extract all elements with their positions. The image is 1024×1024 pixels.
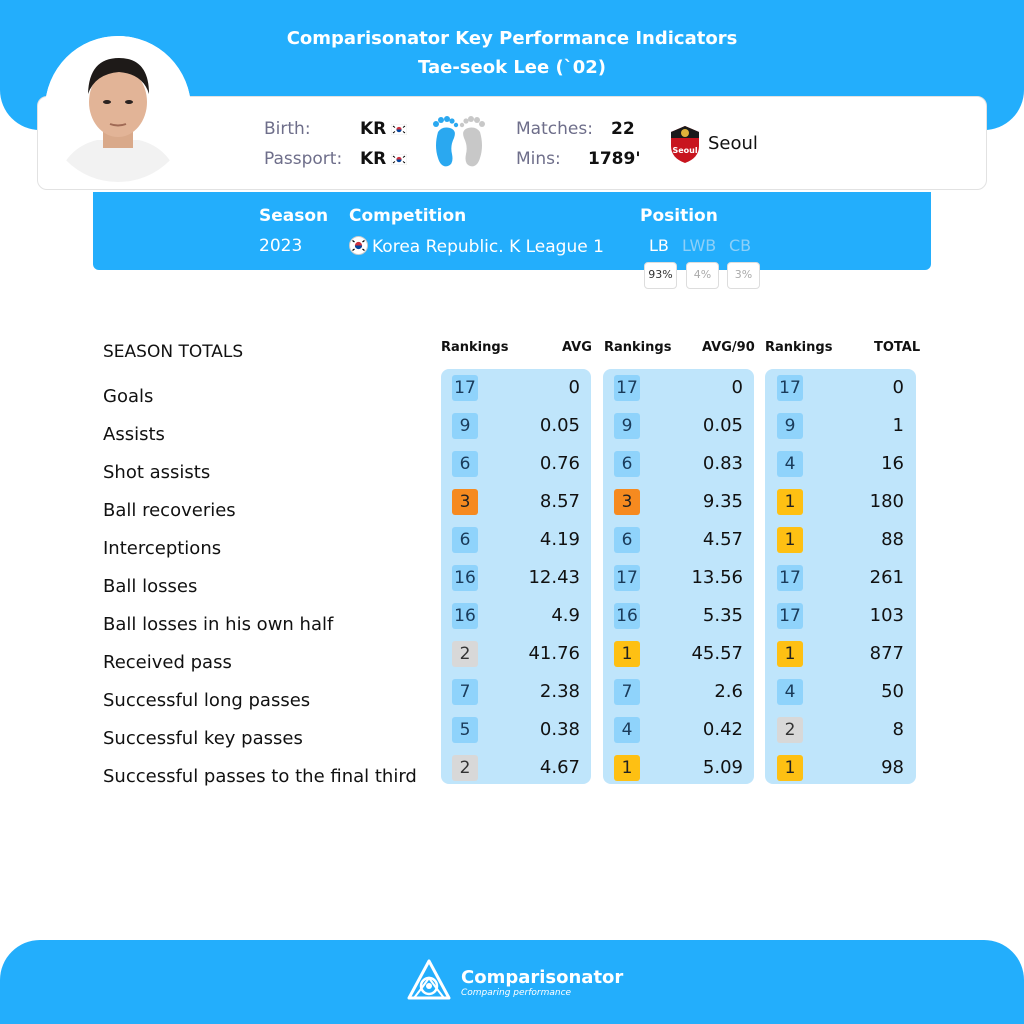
brand-name: Comparisonator — [461, 967, 624, 988]
rank-badge-avg90: 17 — [614, 375, 640, 401]
rank-badge-total: 17 — [777, 565, 803, 591]
position-cb: CB — [729, 236, 752, 255]
position-cb-pct: 3% — [727, 262, 760, 289]
header-total: TOTAL — [874, 340, 921, 355]
rank-badge-avg: 5 — [452, 717, 478, 743]
rank-badge-avg90: 3 — [614, 489, 640, 515]
rank-badge-total: 2 — [777, 717, 803, 743]
stat-label: Interceptions — [103, 538, 222, 559]
passport-label: Passport: — [264, 149, 343, 169]
korea-flag-icon — [391, 154, 407, 165]
stat-label: Ball losses — [103, 576, 198, 597]
rank-badge-avg: 16 — [452, 565, 478, 591]
avg-value: 0.38 — [539, 719, 580, 740]
header-avg: AVG — [562, 340, 592, 355]
preferred-foot-icon — [430, 112, 488, 172]
club-name: Seoul — [708, 133, 758, 154]
rank-badge-total: 1 — [777, 489, 803, 515]
birth-label: Birth: — [264, 119, 311, 139]
total-value: 0 — [892, 377, 904, 398]
korea-flag-round-icon — [349, 236, 368, 255]
avg90-value: 9.35 — [702, 491, 743, 512]
matches-value: 22 — [611, 119, 635, 139]
header-rankings-avg90: Rankings — [604, 340, 672, 355]
rank-badge-avg90: 1 — [614, 641, 640, 667]
stat-label: Goals — [103, 386, 154, 407]
rank-badge-total: 17 — [777, 375, 803, 401]
stat-label: Ball losses in his own half — [103, 614, 334, 635]
header-rankings-total: Rankings — [765, 340, 833, 355]
total-value: 1 — [892, 415, 904, 436]
rank-badge-avg90: 7 — [614, 679, 640, 705]
stat-label: Assists — [103, 424, 165, 445]
total-value: 50 — [881, 681, 904, 702]
avg90-value: 0 — [731, 377, 743, 398]
total-value: 8 — [892, 719, 904, 740]
page-title: Comparisonator Key Performance Indicators — [286, 28, 738, 49]
avg-value: 0.05 — [539, 415, 580, 436]
passport-value: KR — [360, 149, 407, 169]
competition-label: Competition — [349, 206, 467, 226]
avg-value: 12.43 — [528, 567, 580, 588]
rank-badge-avg: 7 — [452, 679, 478, 705]
avg90-value: 0.42 — [702, 719, 743, 740]
season-band — [93, 192, 931, 270]
matches-label: Matches: — [516, 119, 593, 139]
position-lwb: LWB — [682, 236, 717, 255]
avg-value: 41.76 — [528, 643, 580, 664]
avg-value: 2.38 — [539, 681, 580, 702]
rank-badge-avg90: 4 — [614, 717, 640, 743]
comparisonator-logo-icon — [406, 958, 452, 1004]
avg-value: 0 — [568, 377, 580, 398]
avg90-value: 5.09 — [702, 757, 743, 778]
avg90-value: 5.35 — [702, 605, 743, 626]
avg90-value: 45.57 — [691, 643, 743, 664]
rank-badge-avg90: 6 — [614, 527, 640, 553]
header-rankings-avg: Rankings — [441, 340, 509, 355]
avg90-value: 13.56 — [691, 567, 743, 588]
competition-value: Korea Republic. K League 1 — [349, 236, 604, 257]
rank-badge-avg: 17 — [452, 375, 478, 401]
rank-badge-total: 17 — [777, 603, 803, 629]
season-label: Season — [259, 206, 329, 226]
rank-badge-total: 1 — [777, 755, 803, 781]
total-value: 88 — [881, 529, 904, 550]
rank-badge-total: 4 — [777, 451, 803, 477]
position-lwb-pct: 4% — [686, 262, 719, 289]
rank-badge-avg: 16 — [452, 603, 478, 629]
rank-badge-avg: 9 — [452, 413, 478, 439]
rank-badge-avg: 6 — [452, 527, 478, 553]
total-value: 16 — [881, 453, 904, 474]
player-name: Tae-seok Lee (`02) — [418, 57, 606, 78]
mins-label: Mins: — [516, 149, 561, 169]
total-value: 261 — [869, 567, 904, 588]
rank-badge-avg90: 6 — [614, 451, 640, 477]
rank-badge-avg90: 17 — [614, 565, 640, 591]
korea-flag-icon — [391, 124, 407, 135]
avg-value: 4.67 — [539, 757, 580, 778]
stat-label: Successful passes to the final third — [103, 766, 417, 787]
stat-label: Successful key passes — [103, 728, 303, 749]
club-logo-text: Seoul — [672, 146, 698, 155]
total-value: 180 — [869, 491, 904, 512]
club-logo-icon — [667, 124, 703, 164]
avg90-value: 4.57 — [702, 529, 743, 550]
header-avg90: AVG/90 — [702, 340, 755, 355]
stat-label: Ball recoveries — [103, 500, 236, 521]
position-label: Position — [640, 206, 718, 226]
birth-value: KR — [360, 119, 407, 139]
rank-badge-avg: 2 — [452, 755, 478, 781]
rank-badge-avg90: 1 — [614, 755, 640, 781]
rank-badge-avg90: 16 — [614, 603, 640, 629]
total-value: 877 — [869, 643, 904, 664]
position-lb-pct: 93% — [644, 262, 677, 289]
rank-badge-total: 1 — [777, 527, 803, 553]
avg-value: 4.19 — [539, 529, 580, 550]
rank-badge-total: 9 — [777, 413, 803, 439]
stat-label: Shot assists — [103, 462, 211, 483]
rank-badge-avg: 6 — [452, 451, 478, 477]
avg90-value: 0.83 — [702, 453, 743, 474]
player-photo — [45, 36, 191, 182]
avg-value: 0.76 — [539, 453, 580, 474]
rank-badge-avg90: 9 — [614, 413, 640, 439]
avg-value: 8.57 — [539, 491, 580, 512]
avg-value: 4.9 — [551, 605, 580, 626]
total-value: 98 — [881, 757, 904, 778]
stat-label: Received pass — [103, 652, 232, 673]
stat-label: Successful long passes — [103, 690, 311, 711]
avg90-value: 2.6 — [714, 681, 743, 702]
section-title: SEASON TOTALS — [103, 342, 244, 362]
position-lb: LB — [649, 236, 669, 255]
mins-value: 1789' — [588, 149, 641, 169]
rank-badge-avg: 3 — [452, 489, 478, 515]
total-value: 103 — [869, 605, 904, 626]
rank-badge-total: 4 — [777, 679, 803, 705]
season-value: 2023 — [259, 236, 303, 256]
rank-badge-total: 1 — [777, 641, 803, 667]
brand-tagline: Comparing performance — [461, 988, 572, 998]
avg90-value: 0.05 — [702, 415, 743, 436]
rank-badge-avg: 2 — [452, 641, 478, 667]
